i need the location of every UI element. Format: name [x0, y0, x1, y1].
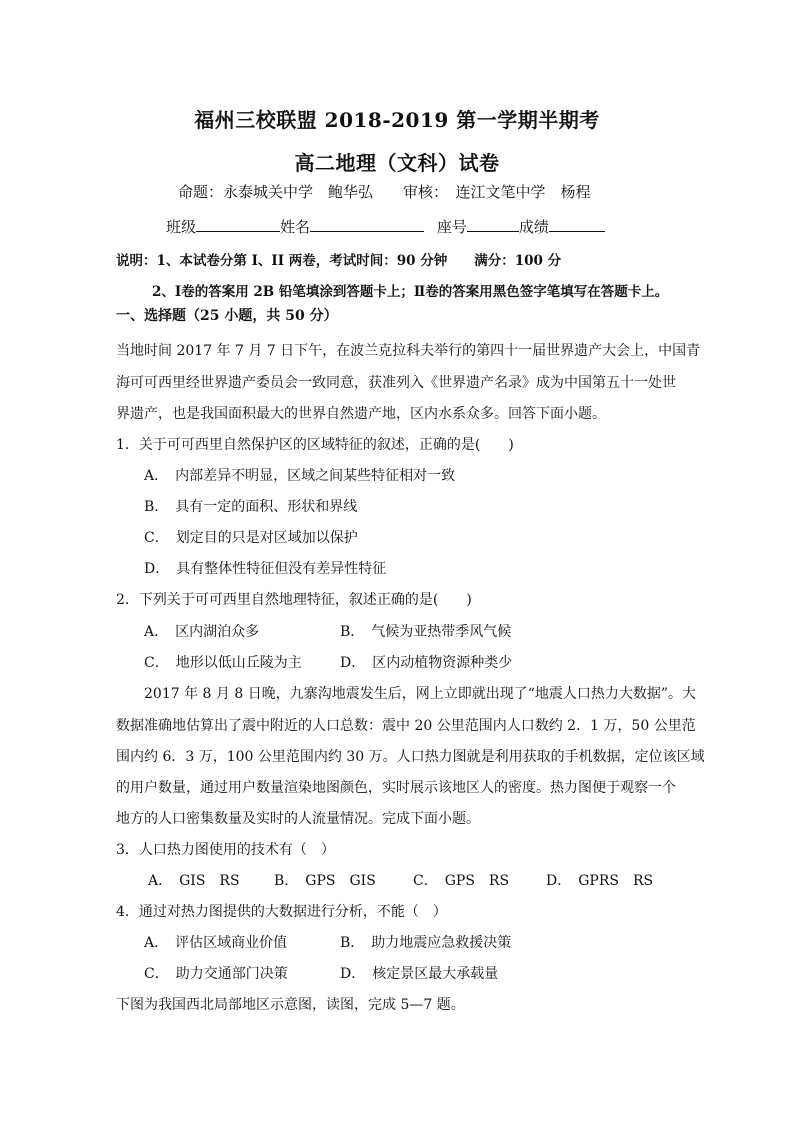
question-1-option-d[interactable]: D． 具有整体性特征但没有差异性特征 — [144, 561, 387, 577]
question-2-stem: 2．下列关于可可西里自然地理特征，叙述正确的是( ) — [116, 592, 472, 608]
question-3-option-b[interactable]: B． GPS GIS — [274, 873, 376, 889]
question-2-option-b[interactable]: B． 气候为亚热带季风气候 — [340, 624, 512, 640]
question-1-option-b[interactable]: B． 具有一定的面积、形状和界线 — [144, 499, 358, 515]
class-blank[interactable] — [196, 217, 280, 232]
question-1-option-c[interactable]: C． 划定目的只是对区域加以保护 — [144, 530, 358, 546]
question-3-option-d[interactable]: D． GPRS RS — [546, 873, 654, 889]
passage-2-line-1: 2017 年 8 月 8 日晚，九寨沟地震发生后，网上立即就出现了“地震人口热力大数据”。大 — [144, 686, 697, 702]
passage-1-line-2: 海可可西里经世界遗产委员会一致同意，获准列入《世界遗产名录》成为中国第五十一处世 — [116, 375, 676, 391]
question-2-option-d[interactable]: D． 区内动植物资源种类少 — [340, 655, 513, 671]
page-subtitle: 高二地理（文科）试卷 — [294, 151, 500, 175]
page-title: 福州三校联盟 2018-2019 第一学期半期考 — [194, 108, 600, 132]
question-4-stem: 4．通过对热力图提供的大数据进行分析，不能（ ） — [116, 904, 447, 920]
passage-2-line-4: 的用户数量，通过用户数量渲染地图颜色，实时展示该地区人的密度。热力图便于观察一个 — [116, 780, 676, 796]
note-2: 2、Ⅰ卷的答案用 2B 铅笔填涂到答题卡上；Ⅱ卷的答案用黑色签字笔填写在答题卡上。 — [152, 284, 669, 300]
passage-1-line-3: 界遗产，也是我国面积最大的世界自然遗产地，区内水系众多。回答下面小题。 — [116, 406, 606, 422]
map-intro: 下图为我国西北局部地区示意图，读图，完成 5—7 题。 — [116, 997, 465, 1013]
passage-2-line-2: 数据准确地估算出了震中附近的人口总数：震中 20 公里范围内人口数约 2．1 万，50 公里范 — [116, 718, 696, 734]
question-4-option-a[interactable]: A． 评估区域商业价值 — [144, 935, 288, 951]
passage-2-line-3: 围内约 6．3 万，100 公里范围内约 30 万。人口热力图就是利用获取的手机数据，定位该区域 — [116, 749, 705, 765]
question-4-option-c[interactable]: C． 助力交通部门决策 — [144, 966, 288, 982]
question-3-option-c[interactable]: C． GPS RS — [413, 873, 510, 889]
student-info-fields — [166, 216, 605, 237]
seat-blank[interactable] — [467, 217, 519, 232]
authors-line: 命题：永泰城关中学 鲍华弘 审核： 连江文笔中学 杨程 — [178, 183, 591, 201]
section-heading: 一、选择题（25 小题，共 50 分） — [116, 308, 338, 324]
name-blank[interactable] — [310, 217, 424, 232]
seat-label: 座号 — [436, 218, 467, 236]
question-2-option-a[interactable]: A． 区内湖泊众多 — [144, 624, 260, 640]
name-label: 姓名 — [280, 218, 311, 236]
note-1: 说明：1、本试卷分第 I、II 两卷，考试时间：90 分钟 满分：100 分 — [116, 253, 562, 269]
question-2-option-c[interactable]: C． 地形以低山丘陵为主 — [144, 655, 302, 671]
passage-2-line-5: 地方的人口密集数量及实时的人流量情况。完成下面小题。 — [116, 811, 480, 827]
score-label: 成绩 — [518, 218, 549, 236]
question-4-option-d[interactable]: D． 核定景区最大承载量 — [340, 966, 499, 982]
question-4-option-b[interactable]: B． 助力地震应急救援决策 — [340, 935, 512, 951]
class-label: 班级 — [166, 218, 197, 236]
passage-1-line-1: 当地时间 2017 年 7 月 7 日下午，在波兰克拉科夫举行的第四十一届世界遗产大会上，中国青 — [116, 343, 701, 359]
question-1-option-a[interactable]: A． 内部差异不明显，区域之间某些特征相对一致 — [144, 468, 456, 484]
question-3-stem: 3．人口热力图使用的技术有（ ） — [116, 842, 335, 858]
score-blank[interactable] — [549, 217, 605, 232]
question-3-option-a[interactable]: A． GIS RS — [148, 873, 240, 889]
question-1-stem: 1．关于可可西里自然保护区的区域特征的叙述，正确的是( ) — [116, 437, 514, 453]
